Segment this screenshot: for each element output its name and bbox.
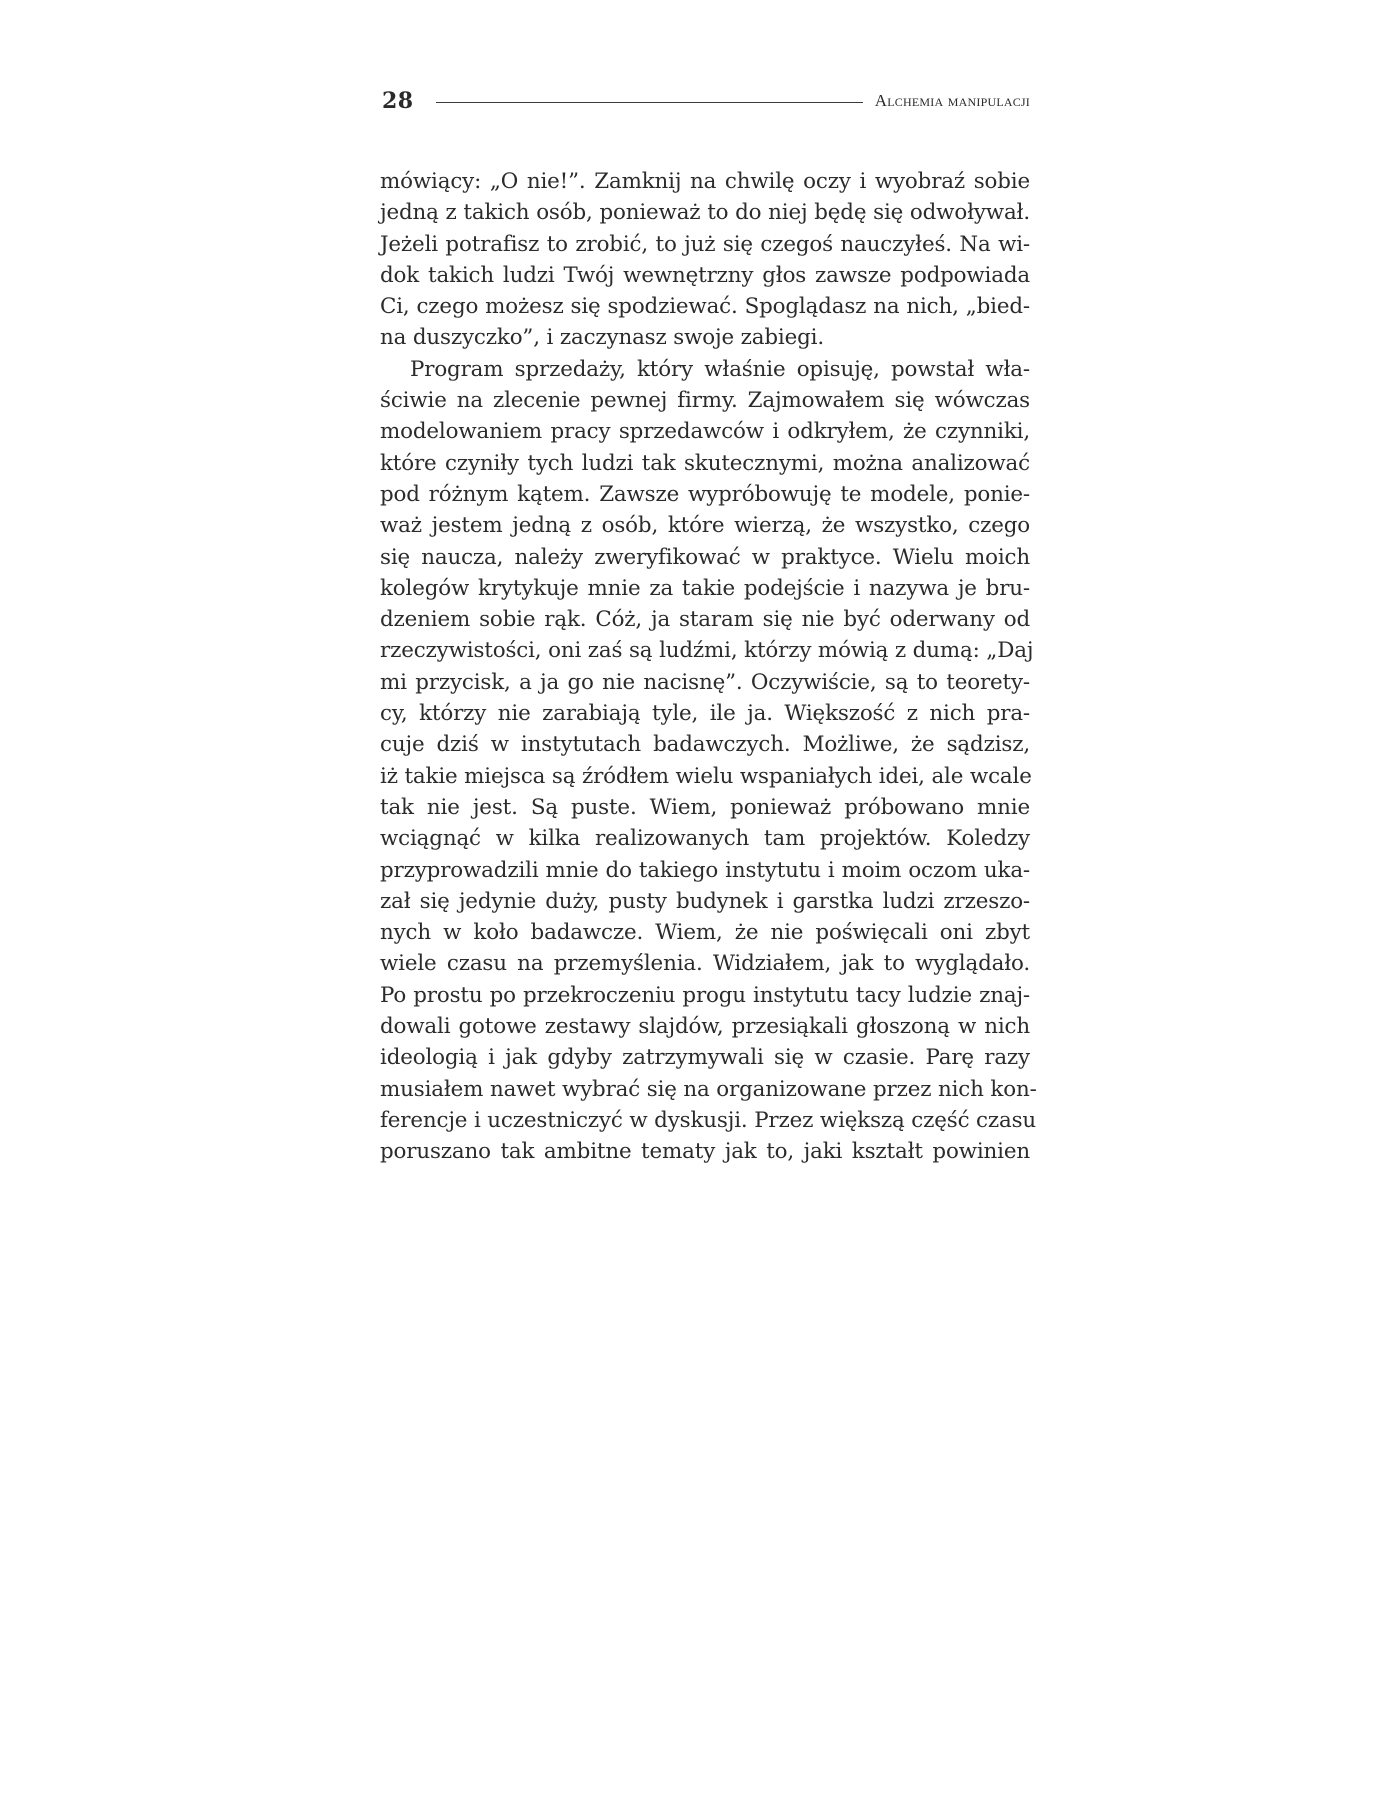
text-line: Ci, czego możesz się spodziewać. Spoglądasz na nich, „bied- bbox=[380, 294, 1030, 320]
text-line: wiele czasu na przemyślenia. Widziałem, jak to wyglądało. bbox=[380, 951, 1030, 977]
text-line: dok takich ludzi Twój wewnętrzny głos zawsze podpowiada bbox=[380, 262, 1030, 288]
text-line: poruszano tak ambitne tematy jak to, jaki kształt powinien bbox=[380, 1139, 1030, 1165]
text-line: ferencje i uczestniczyć w dyskusji. Przez większą część czasu bbox=[380, 1107, 1037, 1133]
text-line: mówiący: „O nie!”. Zamknij na chwilę oczy i wyobraź sobie bbox=[380, 169, 1030, 194]
text-line: cuje dziś w instytutach badawczych. Możliwe, że sądzisz, bbox=[380, 732, 1030, 758]
text-line: modelowaniem pracy sprzedawców i odkryłem, że czynniki, bbox=[380, 419, 1030, 445]
text-line: musiałem nawet wybrać się na organizowane przez nich kon- bbox=[380, 1076, 1037, 1102]
text-line: ideologią i jak gdyby zatrzymywali się w czasie. Parę razy bbox=[380, 1045, 1030, 1071]
text-line: wciągnąć w kilka realizowanych tam projektów. Koledzy bbox=[380, 826, 1030, 852]
text-line: waż jestem jedną z osób, które wierzą, że wszystko, czego bbox=[380, 513, 1030, 539]
text-line: dzeniem sobie rąk. Cóż, ja staram się nie być oderwany od bbox=[380, 607, 1030, 633]
text-line: się naucza, należy zweryfikować w praktyce. Wielu moich bbox=[380, 544, 1030, 570]
text-line: dowali gotowe zestawy slajdów, przesiąkali głoszoną w nich bbox=[380, 1014, 1030, 1040]
text-line: przyprowadzili mnie do takiego instytutu i moim oczom uka- bbox=[380, 857, 1030, 883]
text-line: ściwie na zlecenie pewnej firmy. Zajmowałem się wówczas bbox=[380, 388, 1030, 414]
text-line: iż takie miejsca są źródłem wielu wspaniałych idei, ale wcale bbox=[380, 763, 1032, 789]
text-line: cy, którzy nie zarabiają tyle, ile ja. Większość z nich pra- bbox=[380, 701, 1030, 727]
text-line: pod różnym kątem. Zawsze wypróbowuję te modele, ponie- bbox=[380, 481, 1030, 507]
running-head-title: alchemia manipulacji bbox=[874, 91, 1030, 110]
text-line: które czyniły tych ludzi tak skutecznymi, można analizować bbox=[380, 450, 1030, 476]
text-line: zał się jedynie duży, pusty budynek i garstka ludzi zrzeszo- bbox=[380, 888, 1030, 914]
text-line: Jeżeli potrafisz to zrobić, to już się czegoś nauczyłeś. Na wi- bbox=[380, 231, 1030, 257]
text-line: Po prostu po przekroczeniu progu instytutu tacy ludzie znaj- bbox=[380, 982, 1030, 1008]
text-line: mi przycisk, a ja go nie nacisnę”. Oczywiście, są to teorety- bbox=[380, 669, 1030, 695]
text-line: kolegów krytykuje mnie za takie podejście i nazywa je bru- bbox=[380, 575, 1030, 601]
text-line: na duszyczko”, i zaczynasz swoje zabiegi. bbox=[380, 325, 824, 351]
body-text bbox=[380, 166, 1037, 1168]
text-line: jedną z takich osób, ponieważ to do niej będę się odwoływał. bbox=[380, 200, 1030, 226]
text-line: tak nie jest. Są puste. Wiem, ponieważ próbowano mnie bbox=[380, 794, 1030, 820]
text-line: nych w koło badawcze. Wiem, że nie poświęcali oni zbyt bbox=[380, 920, 1030, 946]
page-number: 28 bbox=[382, 88, 414, 114]
running-head bbox=[382, 86, 1030, 116]
text-line: rzeczywistości, oni zaś są ludźmi, którzy mówią z dumą: „Daj bbox=[380, 638, 1034, 664]
text-line: Program sprzedaży, który właśnie opisuję, powstał wła- bbox=[410, 356, 1030, 382]
header-rule bbox=[436, 102, 863, 103]
